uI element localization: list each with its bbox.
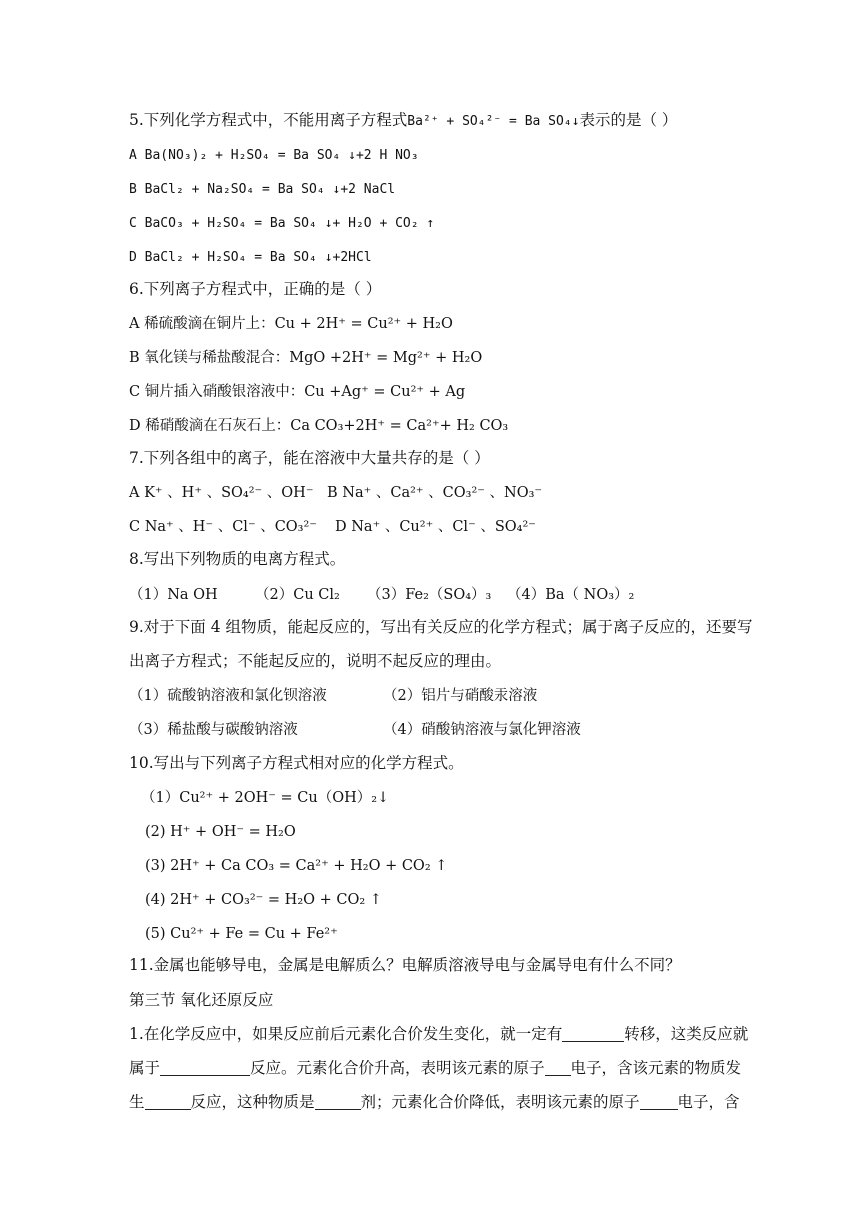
q10-item-2: (2) H⁺ + OH⁻ = H₂O (145, 824, 296, 840)
q10-item-3: (3) 2H⁺ + Ca CO₃ = Ca²⁺ + H₂O + CO₂ ↑ (145, 858, 448, 874)
q7-option-c: C Na⁺ 、H⁻ 、Cl⁻ 、CO₃²⁻ (129, 519, 317, 535)
q10-item-4: (4) 2H⁺ + CO₃²⁻ = H₂O + CO₂ ↑ (145, 892, 382, 908)
s3q1-line-1 (129, 1024, 748, 1044)
q8-item-4: （4）Ba（ NO₃）₂ (507, 587, 635, 603)
q5-ion-equation: Ba²⁺ + SO₄²⁻ = Ba SO₄↓ (407, 114, 580, 129)
q9-item-1: （1）硫酸钠溶液和氯化钡溶液 (129, 688, 327, 704)
q8-stem: 8.写出下列物质的电离方程式。 (129, 550, 346, 568)
answer-blank-4[interactable] (145, 1095, 191, 1110)
q8-item-1: （1）Na OH (129, 587, 218, 603)
answer-blank-1[interactable] (562, 1027, 624, 1042)
q9-item-3: （3）稀盐酸与碳酸钠溶液 (129, 722, 298, 738)
q6-stem: 6.下列离子方程式中，正确的是（ ） (129, 280, 382, 298)
q5-option-d: D BaCl₂ + H₂SO₄ = Ba SO₄ ↓+2HCl (129, 250, 372, 265)
q8-item-3: （3）Fe₂（SO₄）₃ (367, 587, 492, 603)
q7-option-b: B Na⁺ 、Ca²⁺ 、CO₃²⁻ 、NO₃⁻ (327, 485, 543, 501)
q11-stem: 11.金属也能够导电，金属是电解质么？电解质溶液导电与金属导电有什么不同？ (129, 956, 681, 974)
s3q1-text-3d: 电子，含 (677, 1093, 740, 1111)
q10-stem: 10.写出与下列离子方程式相对应的化学方程式。 (129, 754, 464, 772)
s3q1-text-3a: 生 (129, 1093, 145, 1111)
answer-blank-5[interactable] (315, 1095, 361, 1110)
s3q1-text-1b: 转移，这类反应就 (624, 1025, 749, 1043)
answer-blank-3[interactable] (545, 1061, 571, 1076)
q7-stem: 7.下列各组中的离子，能在溶液中大量共存的是（ ） (129, 449, 490, 467)
section-title: 第三节 氧化还原反应 (129, 991, 274, 1009)
q9-item-2: （2）铝片与硝酸汞溶液 (383, 688, 538, 704)
q10-item-5: (5) Cu²⁺ + Fe = Cu + Fe²⁺ (145, 926, 338, 942)
s3q1-text-2a: 属于 (129, 1059, 161, 1077)
q10-item-1: （1）Cu²⁺ + 2OH⁻ = Cu（OH）₂↓ (141, 790, 390, 806)
q7-option-a: A K⁺ 、H⁺ 、SO₄²⁻ 、OH⁻ (129, 485, 314, 501)
q6-option-d: D 稀硝酸滴在石灰石上：Ca CO₃+2H⁺ = Ca²⁺+ H₂ CO₃ (129, 418, 509, 434)
q6-option-c: C 铜片插入硝酸银溶液中：Cu +Ag⁺ = Cu²⁺ + Ag (129, 384, 466, 400)
answer-blank-2[interactable] (160, 1061, 250, 1076)
s3q1-text-1a: 1.在化学反应中，如果反应前后元素化合价发生变化，就一定有 (129, 1025, 563, 1043)
q5-option-b: B BaCl₂ + Na₂SO₄ = Ba SO₄ ↓+2 NaCl (129, 182, 396, 197)
s3q1-text-3c: 剂；元素化合价降低，表明该元素的原子 (360, 1093, 640, 1111)
q5-stem-post: 表示的是（ ） (579, 111, 678, 129)
s3q1-text-2b: 反应。元素化合价升高，表明该元素的原子 (250, 1059, 545, 1077)
q5-stem (129, 110, 677, 132)
q5-stem-pre: 5.下列化学方程式中，不能用离子方程式 (129, 111, 408, 129)
q9-item-4: （4）硝酸钠溶液与氯化钾溶液 (383, 722, 581, 738)
q5-option-c: C BaCO₃ + H₂SO₄ = Ba SO₄ ↓+ H₂O + CO₂ ↑ (129, 216, 435, 231)
q6-option-b: B 氧化镁与稀盐酸混合：MgO +2H⁺ = Mg²⁺ + H₂O (129, 350, 483, 366)
q9-stem-line-1: 9.对于下面 4 组物质，能起反应的，写出有关反应的化学方程式；属于离子反应的，还要写 (129, 618, 753, 636)
q5-option-a: A Ba(NO₃)₂ + H₂SO₄ = Ba SO₄ ↓+2 H NO₃ (129, 148, 419, 163)
s3q1-line-2 (129, 1058, 741, 1078)
q8-item-2: （2）Cu Cl₂ (255, 587, 340, 603)
s3q1-text-3b: 反应，这种物质是 (190, 1093, 315, 1111)
s3q1-line-3 (129, 1092, 740, 1112)
s3q1-text-2c: 电子，含该元素的物质发 (570, 1059, 742, 1077)
answer-blank-6[interactable] (640, 1095, 678, 1110)
q7-option-d: D Na⁺ 、Cu²⁺ 、Cl⁻ 、SO₄²⁻ (335, 519, 536, 535)
q6-option-a: A 稀硫酸滴在铜片上：Cu + 2H⁺ = Cu²⁺ + H₂O (129, 316, 453, 332)
q9-stem-line-2: 出离子方程式；不能起反应的，说明不起反应的理由。 (129, 652, 502, 670)
